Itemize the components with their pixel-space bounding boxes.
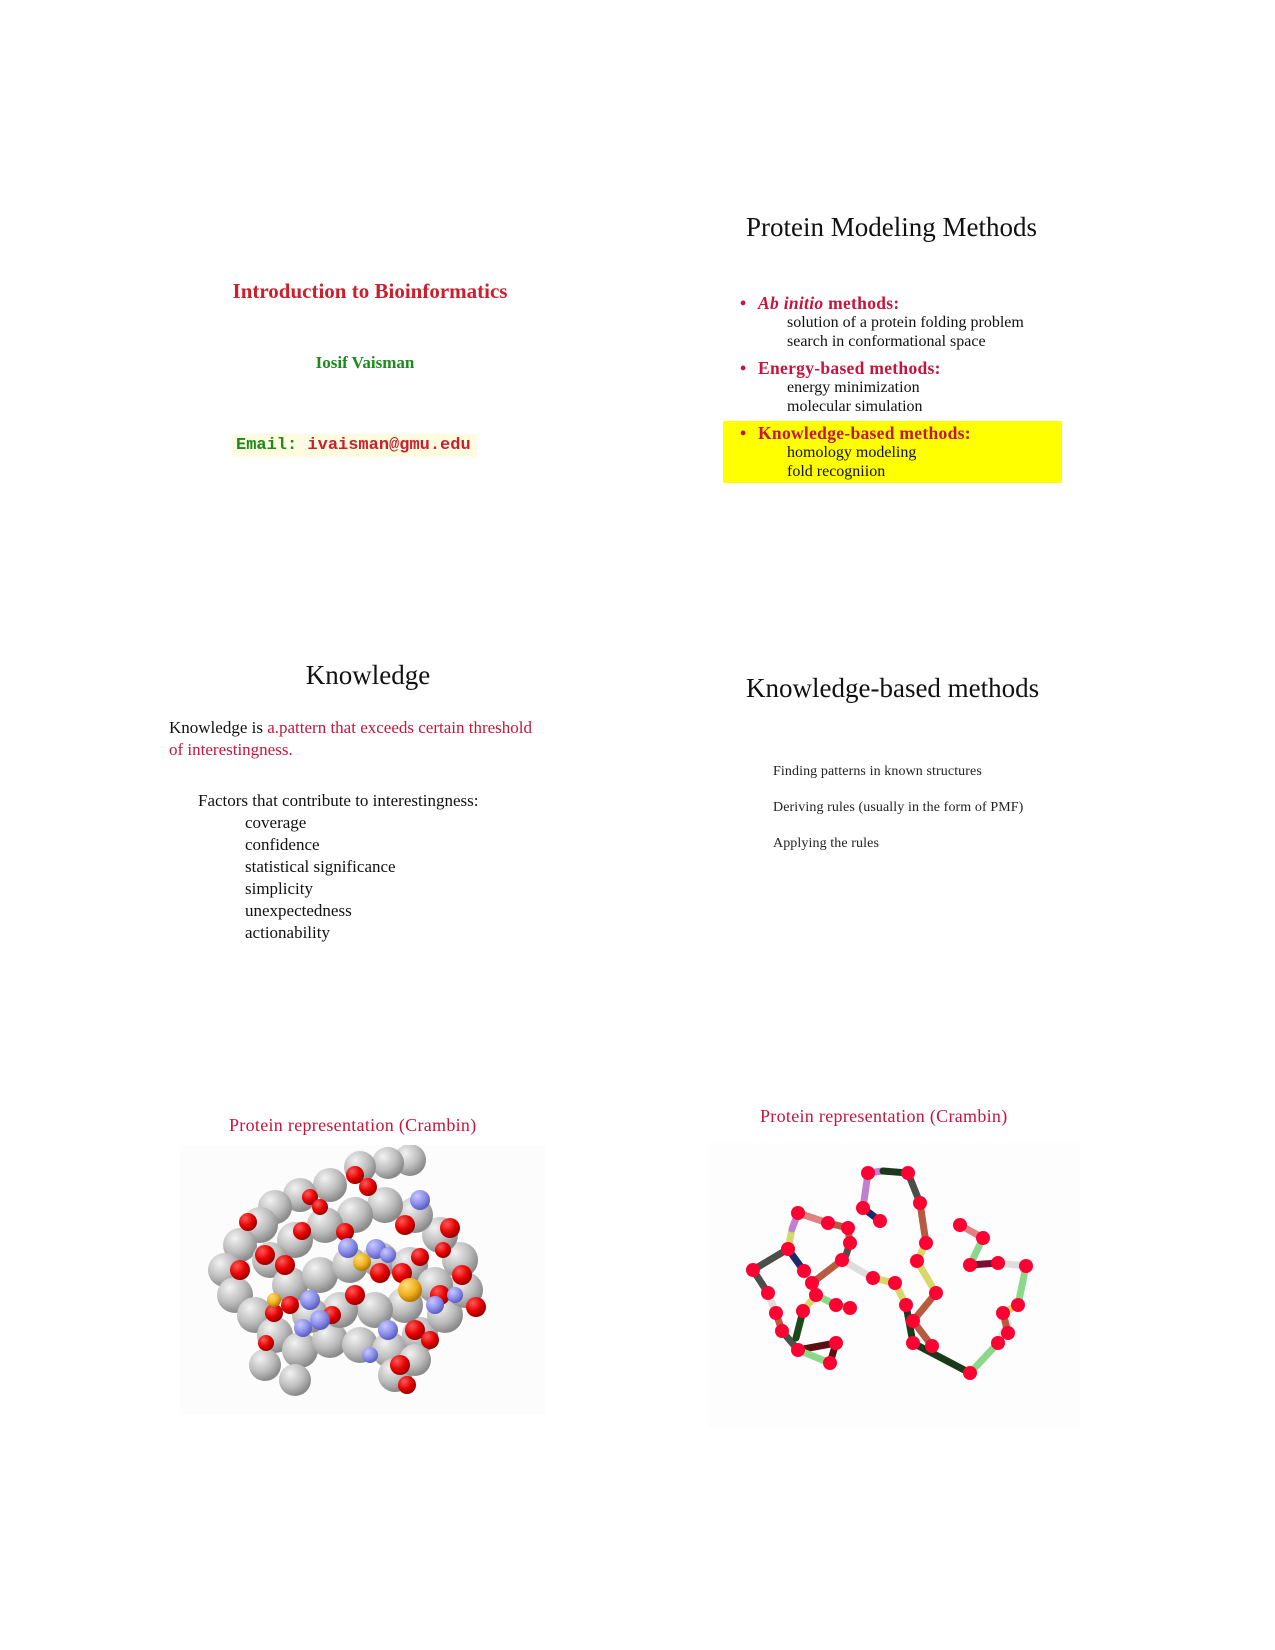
bullet-head-italic: Ab initio (758, 293, 824, 313)
factor-item: unexpectedness (245, 901, 352, 920)
knowledge-definition (169, 717, 532, 761)
email-address-link[interactable]: ivaisman@gmu.edu (307, 436, 471, 455)
definition-highlight: a.pattern that exceeds certain threshold (267, 718, 533, 737)
knowledge-based-title: Knowledge-based methods (746, 673, 1040, 703)
bullet-head-text: methods: (823, 293, 900, 313)
kb-step: Applying the rules (773, 836, 880, 851)
intro-email (232, 434, 477, 457)
kb-step: Deriving rules (usually in the form of PMF) (773, 800, 1024, 815)
sub-item: molecular simulation (787, 398, 923, 415)
email-label: Email: (236, 436, 298, 455)
sub-item: homology modeling (787, 444, 917, 461)
bullet-icon: • (740, 423, 747, 443)
factors-label: Factors that contribute to interestingness: (198, 791, 479, 810)
bullet-icon: • (740, 293, 747, 313)
sub-item: fold recogniion (787, 463, 886, 480)
factor-item: confidence (245, 835, 320, 854)
modeling-title: Protein Modeling Methods (746, 212, 1037, 242)
factor-item: actionability (245, 923, 330, 942)
bullet-head-text: Knowledge-based methods: (758, 423, 971, 443)
sub-item: energy minimization (787, 379, 920, 396)
bullet-knowledge-based (740, 423, 971, 444)
factor-item: statistical significance (245, 857, 396, 876)
intro-author: Iosif Vaisman (315, 353, 415, 372)
bullet-energy-based (740, 358, 941, 379)
bullet-head-text: Energy-based methods: (758, 358, 941, 378)
definition-highlight: of interestingness. (169, 740, 293, 759)
sub-item: solution of a protein folding problem (787, 314, 1024, 331)
bullet-icon: • (740, 358, 747, 378)
backbone-trace-molecule-image (708, 1143, 1080, 1428)
definition-lead: Knowledge is (169, 718, 268, 737)
knowledge-title: Knowledge (305, 660, 431, 690)
sub-item: search in conformational space (787, 333, 986, 350)
factor-item: simplicity (245, 879, 313, 898)
crambin-caption: Protein representation (Crambin) (229, 1115, 477, 1135)
crambin-caption: Protein representation (Crambin) (760, 1106, 1008, 1126)
bullet-ab-initio (740, 293, 900, 314)
factor-item: coverage (245, 813, 307, 832)
space-filling-molecule-image (180, 1145, 545, 1415)
kb-step: Finding patterns in known structures (773, 764, 982, 779)
intro-title: Introduction to Bioinformatics (232, 279, 508, 303)
